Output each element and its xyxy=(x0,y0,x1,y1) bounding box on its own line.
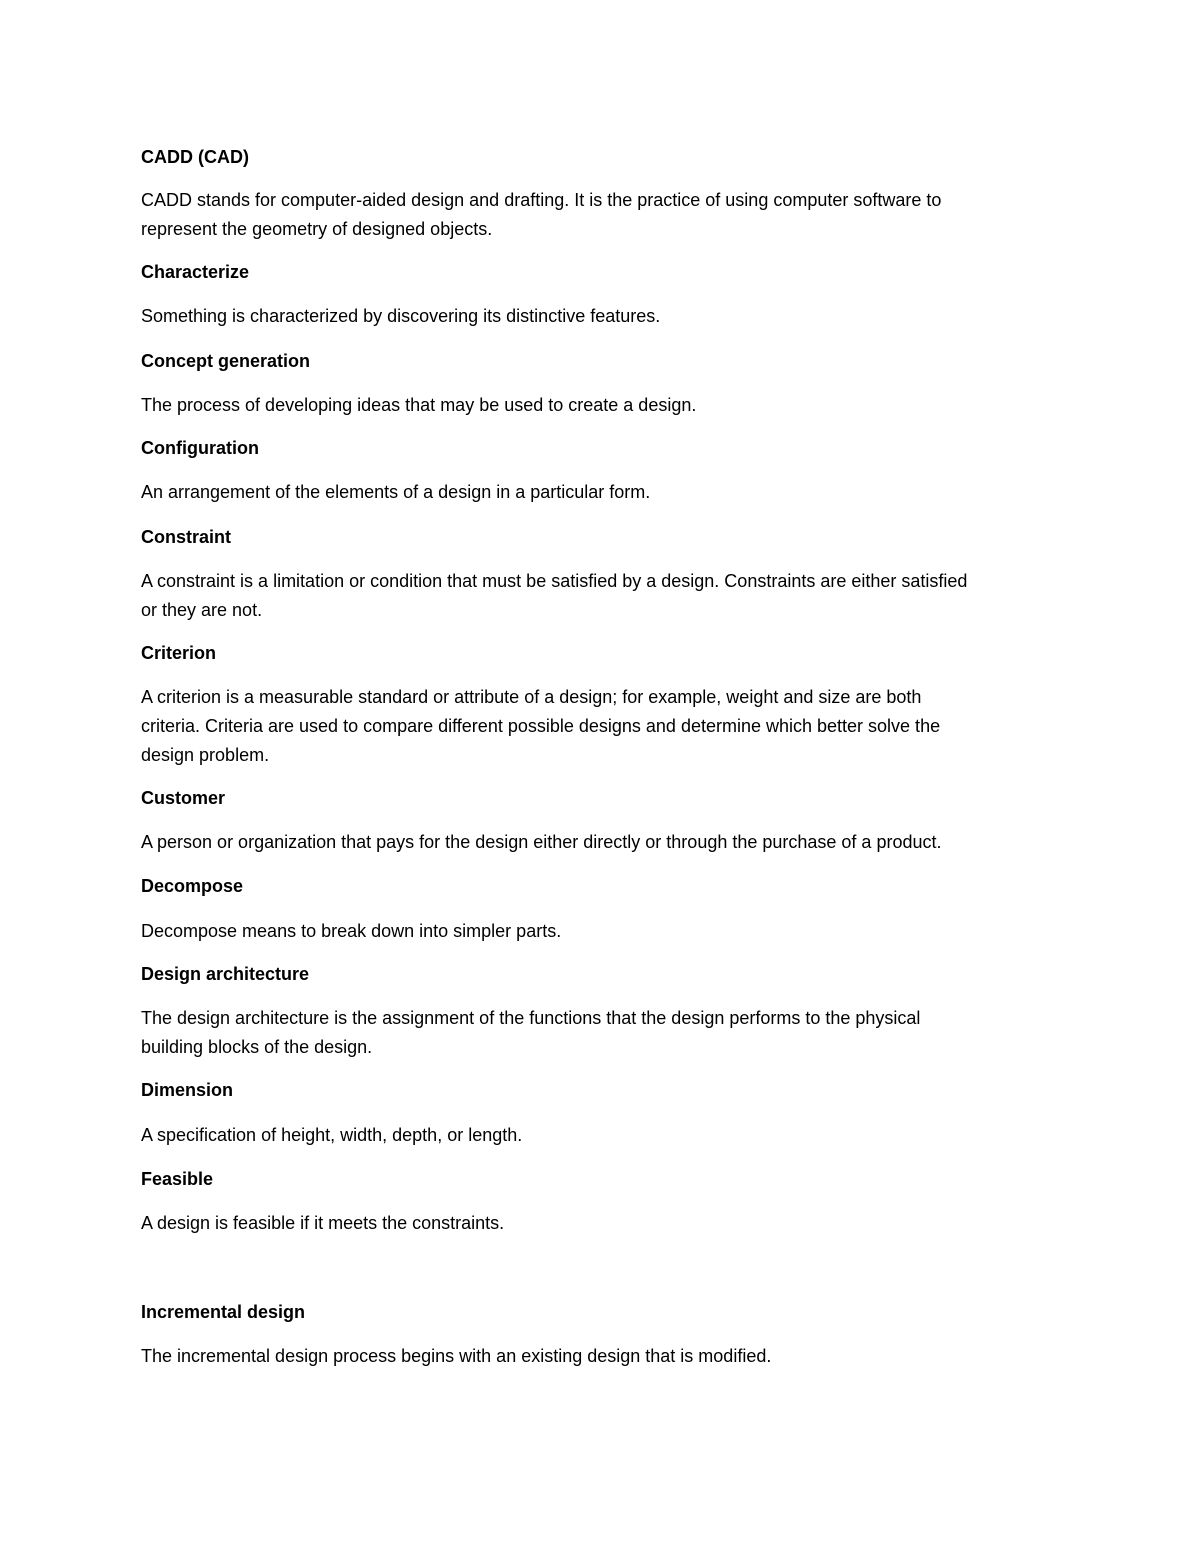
glossary-definition-line: Decompose means to break down into simpler parts. xyxy=(141,921,562,941)
glossary-definition-line: The design architecture is the assignment of the functions that the design performs to the physical xyxy=(141,1008,921,1028)
glossary-term: Decompose xyxy=(141,876,244,896)
glossary-definition-line: Something is characterized by discovering its distinctive features. xyxy=(141,306,661,326)
glossary-definition-line: A criterion is a measurable standard or attribute of a design; for example, weight and size are both xyxy=(141,687,922,707)
glossary-definition-line: The incremental design process begins with an existing design that is modified. xyxy=(141,1346,772,1366)
glossary-definition-line: The process of developing ideas that may be used to create a design. xyxy=(141,395,697,415)
glossary-definition-line: A specification of height, width, depth, or length. xyxy=(141,1125,523,1145)
glossary-definition-line: or they are not. xyxy=(141,600,263,620)
glossary-definition-line: A person or organization that pays for the design either directly or through the purchase of a product. xyxy=(141,832,942,852)
glossary-definition-line: criteria. Criteria are used to compare different possible designs and determine which better solve the xyxy=(141,716,941,736)
glossary-definition-line: CADD stands for computer-aided design and drafting. It is the practice of using computer software to xyxy=(141,190,942,210)
glossary-term: Criterion xyxy=(141,643,217,663)
glossary-definition-line: design problem. xyxy=(141,745,270,765)
glossary-term: Concept generation xyxy=(141,351,311,371)
glossary-term: Constraint xyxy=(141,527,231,547)
glossary-definition-line: A constraint is a limitation or condition that must be satisfied by a design. Constraints are either satisfied xyxy=(141,571,968,591)
glossary-term: Configuration xyxy=(141,438,259,458)
glossary-definition-line: A design is feasible if it meets the constraints. xyxy=(141,1213,505,1233)
glossary-definition-line: An arrangement of the elements of a design in a particular form. xyxy=(141,482,651,502)
glossary-term: CADD (CAD) xyxy=(141,147,249,167)
glossary-term: Dimension xyxy=(141,1080,234,1100)
glossary-definition-line: building blocks of the design. xyxy=(141,1037,373,1057)
glossary-term: Characterize xyxy=(141,262,250,282)
glossary-term: Feasible xyxy=(141,1169,214,1189)
glossary-definition-line: represent the geometry of designed objects. xyxy=(141,219,493,239)
glossary-term: Design architecture xyxy=(141,964,310,984)
glossary-term: Incremental design xyxy=(141,1302,306,1322)
glossary-term: Customer xyxy=(141,788,226,808)
